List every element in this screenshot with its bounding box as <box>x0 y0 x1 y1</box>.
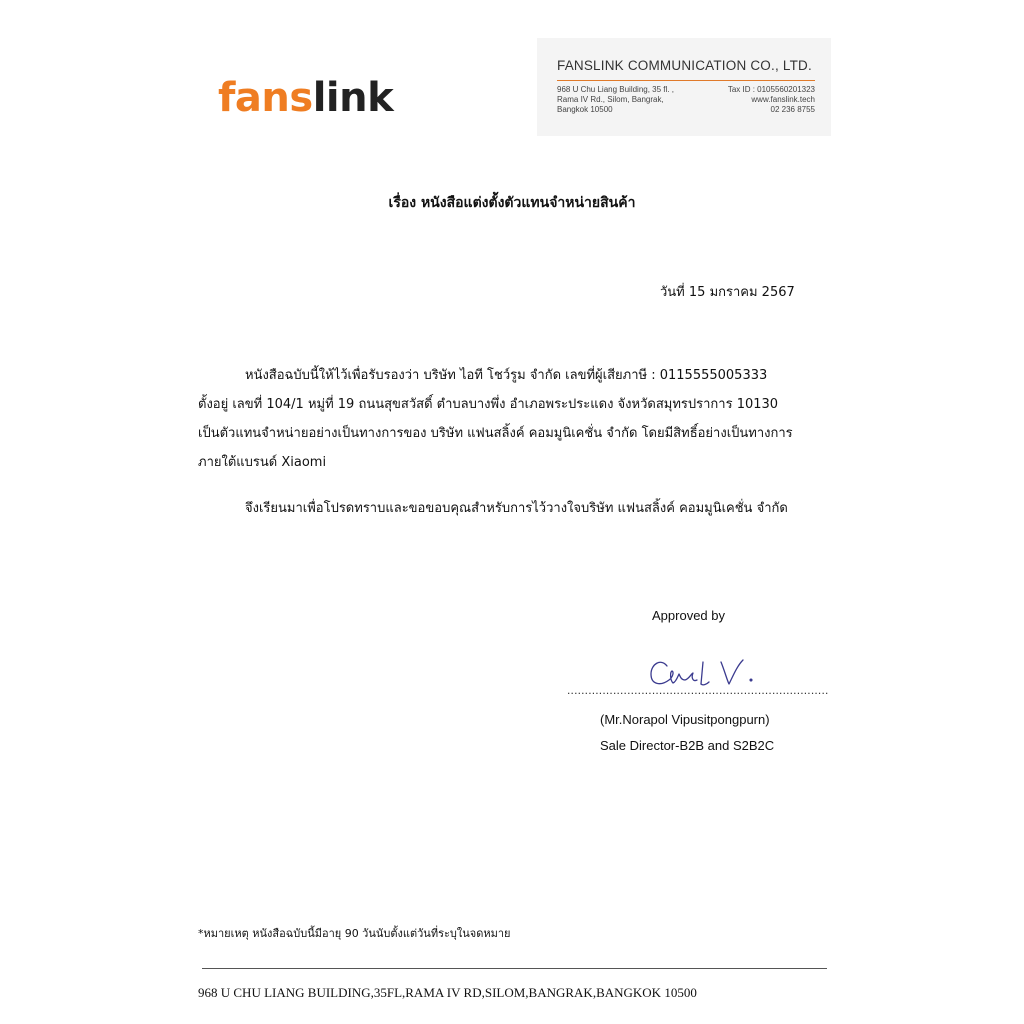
company-address <box>557 85 674 115</box>
address-line: 968 U Chu Liang Building, 35 fl. , <box>557 85 674 94</box>
body-line: ภายใต้แบรนด์ Xiaomi <box>198 455 327 470</box>
company-contact <box>728 85 815 115</box>
signer-title: Sale Director-B2B and S2B2C <box>600 738 775 753</box>
validity-note: *หมายเหตุ หนังสือฉบับนี้มีอายุ 90 วันนับตั้งแต่วันที่ระบุในจดหมาย <box>198 927 511 940</box>
website: www.fanslink.tech <box>751 95 815 104</box>
body-line: หนังสือฉบับนี้ให้ไว้เพื่อรับรองว่า บริษัท ไอที โชว์รูม จำกัด เลขที่ผู้เสียภาษี : 0115555005333 <box>245 368 768 383</box>
logo-part-link: link <box>312 75 394 121</box>
signer-name: (Mr.Norapol Vipusitpongpurn) <box>600 712 770 727</box>
letter-subject: เรื่อง หนังสือแต่งตั้งตัวแทนจำหน่ายสินค้า <box>388 195 636 211</box>
signature-line: .......................................................................... <box>567 683 829 697</box>
letter-date: วันที่ 15 มกราคม 2567 <box>660 285 795 300</box>
address-line: Rama IV Rd., Silom, Bangrak, <box>557 95 664 104</box>
address-line: Bangkok 10500 <box>557 105 613 114</box>
body-paragraph-1 <box>198 361 818 477</box>
company-header-card <box>537 38 831 136</box>
phone: 02 236 8755 <box>770 105 815 114</box>
body-line: เป็นตัวแทนจำหน่ายอย่างเป็นทางการของ บริษัท แฟนสลิ้งค์ คอมมูนิเคชั่น จำกัด โดยมีสิทธิ์อย่างเป็นทางการ <box>198 426 793 441</box>
body-paragraph-2 <box>198 494 865 523</box>
tax-id: Tax ID : 0105560201323 <box>727 85 815 94</box>
footer-address: 968 U CHU LIANG BUILDING,35FL,RAMA IV RD,SILOM,BANGRAK,BANGKOK 10500 <box>198 985 697 1000</box>
body-line: ตั้งอยู่ เลขที่ 104/1 หมู่ที่ 19 ถนนสุขสวัสดิ์ ตำบลบางพึ่ง อำเภอพระประแดง จังหวัดสมุทรปราการ 10130 <box>198 397 779 412</box>
body-line: จึงเรียนมาเพื่อโปรดทราบและขอขอบคุณสำหรับการไว้วางใจบริษัท แฟนสลิ้งค์ คอมมูนิเคชั่น จำกัด <box>245 501 788 516</box>
header-divider <box>557 80 815 81</box>
approved-by-label: Approved by <box>652 608 725 623</box>
footer-divider <box>202 968 827 969</box>
fanslink-logo <box>218 70 393 126</box>
company-name: FANSLINK COMMUNICATION CO., LTD. <box>557 58 812 73</box>
logo-part-fans: fans <box>218 75 313 121</box>
